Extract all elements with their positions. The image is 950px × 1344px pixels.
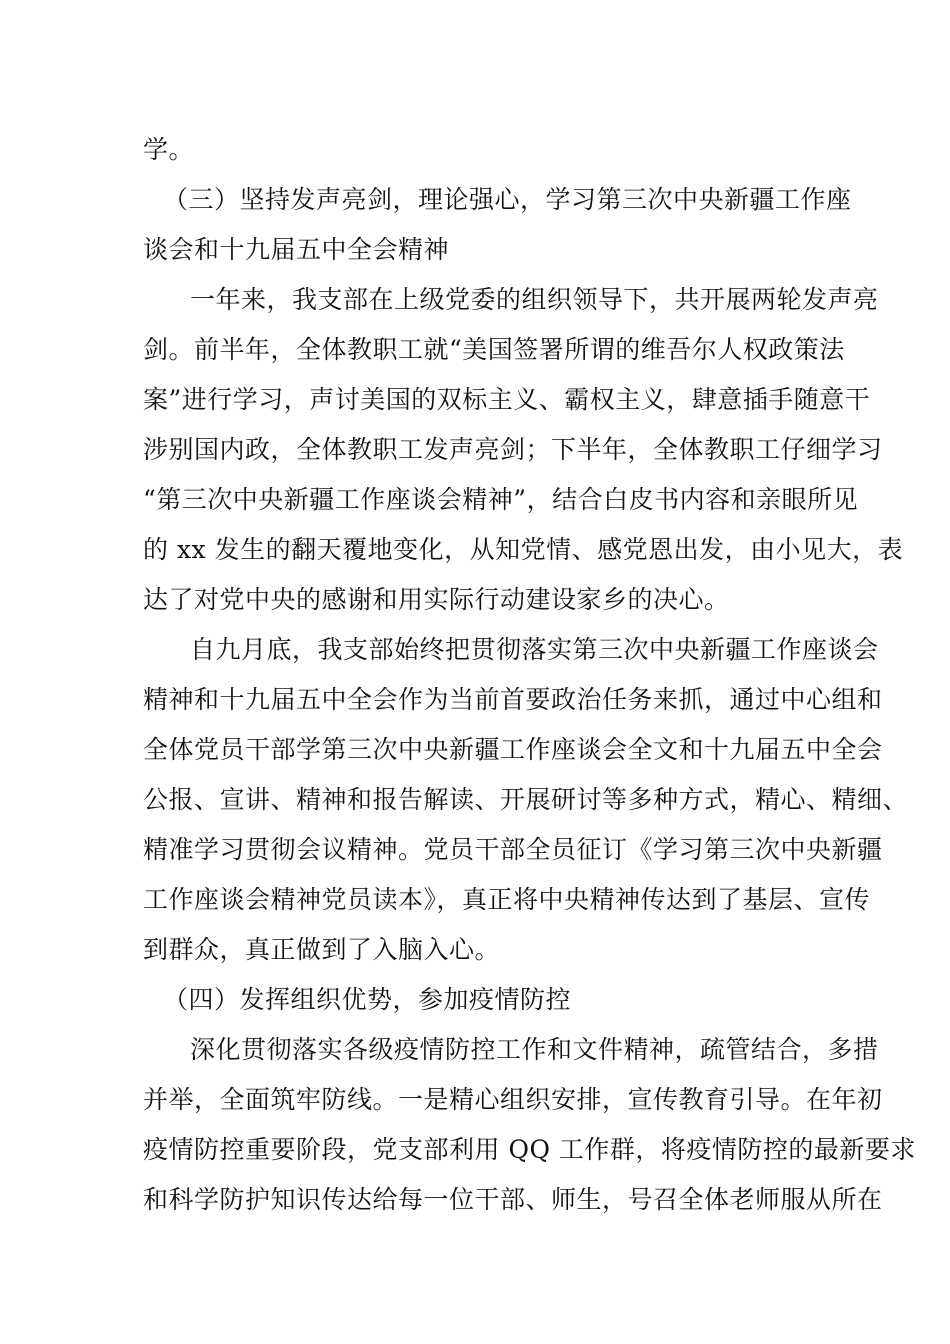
text-line: 并举，全面筑牢防线。一是精心组织安排，宣传教育引导。在年初: [143, 1085, 883, 1114]
text-line: 达了对党中央的感谢和用实际行动建设家乡的决心。: [143, 585, 730, 614]
paragraph-first-line: 一年来，我支部在上级党委的组织领导下，共开展两轮发声亮: [190, 285, 879, 314]
text-line: 精神和十九届五中全会作为当前首要政治任务来抓，通过中心组和: [143, 685, 883, 714]
text-line: 学。: [143, 135, 195, 164]
text-line: 谈会和十九届五中全会精神: [143, 235, 450, 264]
text-line: 涉别国内政，全体教职工发声亮剑；下半年，全体教职工仔细学习: [143, 435, 883, 464]
text-line: 案”进行学习，声讨美国的双标主义、霸权主义，肆意插手随意干: [143, 385, 871, 414]
text-line: 全体党员干部学第三次中央新疆工作座谈会全文和十九届五中全会: [143, 735, 883, 764]
text-line: 工作座谈会精神党员读本》，真正将中央精神传达到了基层、宣传: [143, 885, 871, 914]
text-line: 剑。前半年，全体教职工就“美国签署所谓的维吾尔人权政策法: [143, 335, 845, 364]
paragraph-first-line: 深化贯彻落实各级疫情防控工作和文件精神，疏管结合，多措: [190, 1035, 879, 1064]
text-line: 疫情防控重要阶段，党支部利用 QQ 工作群，将疫情防控的最新要求: [143, 1135, 916, 1164]
text-line: 公报、宣讲、精神和报告解读、开展研讨等多种方式，精心、精细、: [143, 785, 909, 814]
section-heading-four: （四）发挥组织优势，参加疫情防控: [163, 985, 572, 1014]
section-heading-three: （三）坚持发声亮剑，理论强心，学习第三次中央新疆工作座: [163, 185, 852, 214]
text-line: 到群众，真正做到了入脑入心。: [143, 935, 501, 964]
paragraph-first-line: 自九月底，我支部始终把贯彻落实第三次中央新疆工作座谈会: [190, 635, 879, 664]
text-line: “第三次中央新疆工作座谈会精神”，结合白皮书内容和亲眼所见: [143, 485, 859, 514]
text-line: 的 xx 发生的翻天覆地变化，从知党情、感党恩出发，由小见大，表: [143, 535, 904, 564]
text-line: 精准学习贯彻会议精神。党员干部全员征订《学习第三次中央新疆: [143, 835, 883, 864]
text-line: 和科学防护知识传达给每一位干部、师生，号召全体老师服从所在: [143, 1185, 883, 1214]
